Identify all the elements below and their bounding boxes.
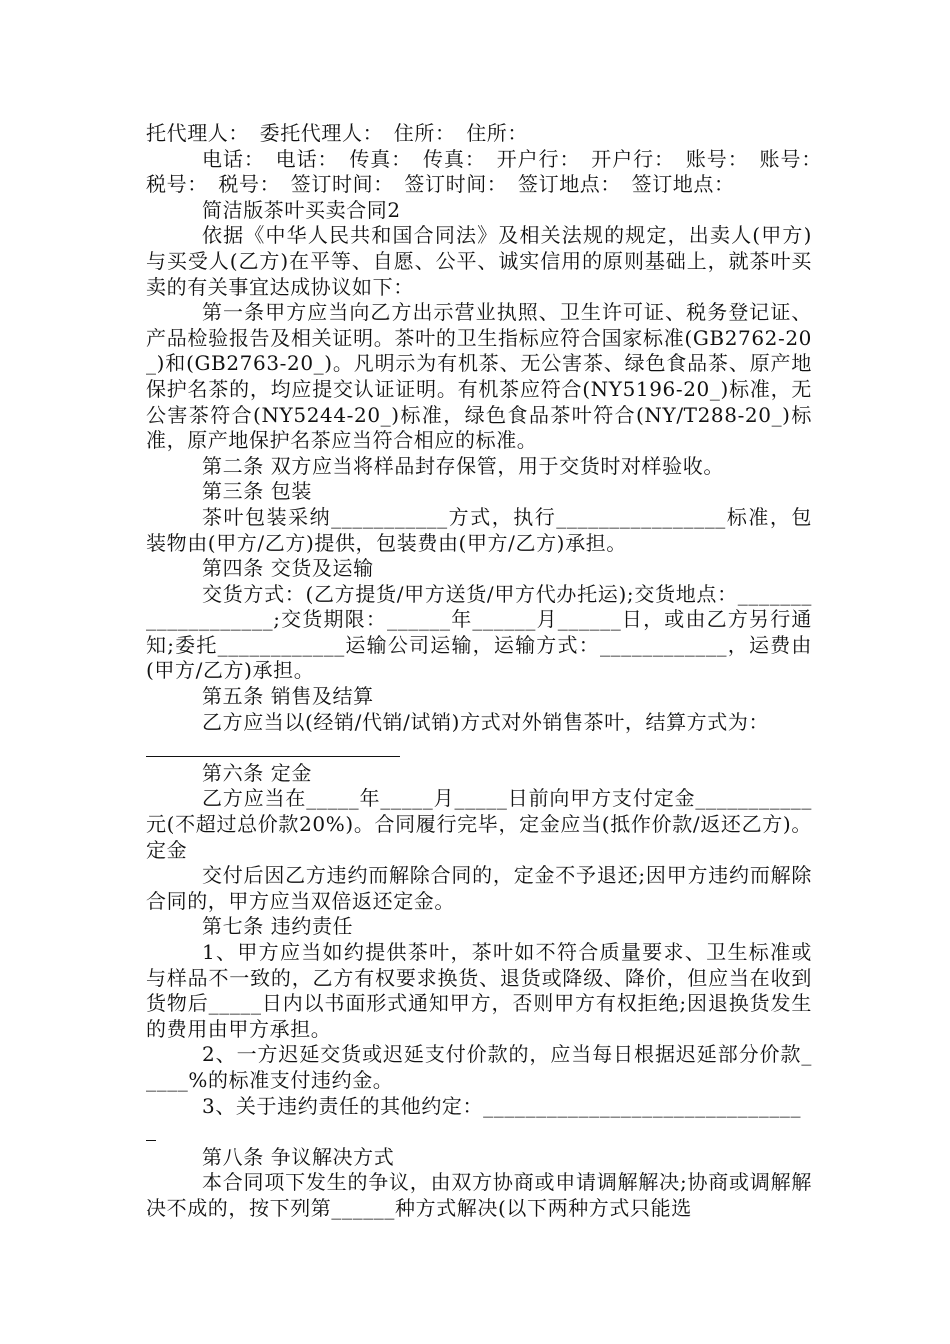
article-5-body: 乙方应当以(经销/代销/试销)方式对外销售茶叶，结算方式为： (202, 709, 770, 734)
article-3-heading: 第三条 包装 (202, 479, 312, 504)
article-2: 第二条 双方应当将样品封存保管，用于交货时对样验收。 (202, 453, 724, 478)
article-5-heading: 第五条 销售及结算 (202, 684, 374, 709)
article-1: 第一条甲方应当向乙方出示营业执照、卫生许可证、税务登记证、产品检验报告及相关证明。茶叶的卫生指标应符合国家标准(GB2762-20_)和(GB2763-20_)。凡明示为有机茶、无公害茶、绿色食品茶、原产地保护名茶的，均应提交认证证明。有机茶应符合(NY5196-20_)标准，无公害茶符合(NY5244-20_)标准，绿色食品茶叶符合(NY/T288-20_)标准，原产地保护名茶应当符合相应的标准。 (146, 300, 812, 453)
article-8-body: 本合同项下发生的争议，由双方协商或申请调解解决;协商或调解解决不成的，按下列第______种方式解决(以下两种方式只能选 (146, 1170, 812, 1220)
paragraph-preamble: 依据《中华人民共和国合同法》及相关法规的规定，出卖人(甲方)与买受人(乙方)在平等、自愿、公平、诚实信用的原则基础上，就茶叶买卖的有关事宜达成协议如下： (146, 223, 812, 299)
article-7-item-3: 3、关于违约责任的其他约定：______________________________ (202, 1093, 802, 1118)
other-terms-blank-line (146, 1119, 812, 1145)
article-6-heading: 第六条 定金 (202, 760, 312, 785)
article-7-heading: 第七条 违约责任 (202, 914, 354, 939)
article-4-heading: 第四条 交货及运输 (202, 556, 374, 581)
article-7-item-1: 1、甲方应当如约提供茶叶，茶叶如不符合质量要求、卫生标准或与样品不一致的，乙方有权要求换货、退货或降级、降价，但应当在收到货物后_____日内以书面形式通知甲方，否则甲方有权拒绝;因退换货发生的费用由甲方承担。 (146, 940, 812, 1041)
contract-body (146, 121, 833, 1222)
article-7-item-2: 2、一方迟延交货或迟延支付价款的，应当每日根据迟延部分价款_____%的标准支付违约金。 (146, 1042, 812, 1092)
article-6-body: 乙方应当在_____年_____月_____日前向甲方支付定金___________元(不超过总价款20%)。合同履行完毕，定金应当(抵作价款/返还乙方)。定金 (146, 786, 812, 862)
settlement-blank-line (146, 735, 812, 761)
paragraph-contact-info: 电话： 电话： 传真： 传真： 开户行： 开户行： 账号： 账号： 税号： 税号： 签订时间： 签订时间： 签订地点： 签订地点： (146, 146, 833, 197)
paragraph-agents: 托代理人： 委托代理人： 住所： 住所： (146, 121, 528, 145)
article-6-continued: 交付后因乙方违约而解除合同的，定金不予退还;因甲方违约而解除合同的，甲方应当双倍返还定金。 (146, 863, 812, 913)
contract-title: 简洁版茶叶买卖合同2 (202, 197, 401, 222)
article-8-heading: 第八条 争议解决方式 (202, 1144, 395, 1169)
article-4-body: 交货方式：(乙方提货/甲方送货/甲方代办托运);交货地点：___________________;交货期限：______年______月______日，或由乙方另行通知;委托____________运输公司运输，运输方式：____________，运费由(甲方/乙方)承担。 (146, 581, 812, 683)
article-3-body: 茶叶包装采纳___________方式，执行________________标准，包装物由(甲方/乙方)提供，包装费由(甲方/乙方)承担。 (146, 504, 812, 555)
